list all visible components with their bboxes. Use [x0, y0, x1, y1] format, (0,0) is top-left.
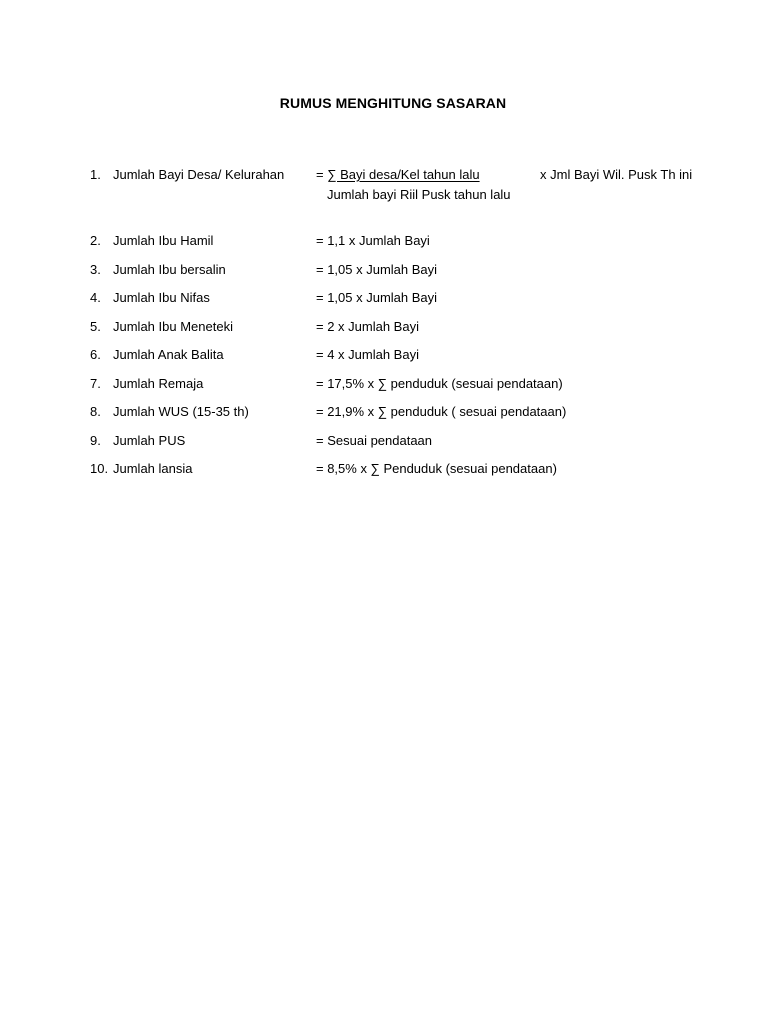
item-label: Jumlah lansia [113, 461, 193, 476]
item-label: Jumlah Ibu Hamil [113, 233, 214, 248]
item-formula: = 1,05 x Jumlah Bayi [316, 290, 438, 305]
item-formula: = 8,5% x ∑ Penduduk (sesuai pendataan) [316, 461, 557, 476]
item-number: 7. [90, 376, 101, 391]
item-label: Jumlah Ibu Meneteki [113, 319, 233, 334]
item-number: 10. [90, 461, 109, 476]
item-number: 4. [90, 290, 101, 305]
formula-denominator: Jumlah bayi Riil Pusk tahun lalu [327, 187, 511, 202]
item-label: Jumlah Ibu bersalin [113, 262, 226, 277]
list-item [0, 345, 768, 365]
item-number: 3. [90, 262, 101, 277]
item-formula: = 21,9% x ∑ penduduk ( sesuai pendataan) [316, 404, 567, 419]
formula-numerator: ∑ Bayi desa/Kel tahun lalu [327, 167, 480, 182]
item-number: 1. [90, 167, 101, 182]
list-item-1 [0, 165, 768, 185]
list-item [0, 231, 768, 251]
item-number: 2. [90, 233, 101, 248]
item-number: 8. [90, 404, 101, 419]
item-number: 6. [90, 347, 101, 362]
item-label: Jumlah PUS [113, 433, 186, 448]
item-number: 5. [90, 319, 101, 334]
list-item [0, 260, 768, 280]
item-formula: = 4 x Jumlah Bayi [316, 347, 419, 362]
item-formula: = 1,05 x Jumlah Bayi [316, 262, 438, 277]
item-label: Jumlah Bayi Desa/ Kelurahan [113, 167, 285, 182]
list-item [0, 374, 768, 394]
item-formula: = 2 x Jumlah Bayi [316, 319, 419, 334]
formula-equals: = [316, 167, 328, 182]
list-item [0, 431, 768, 451]
formula-multiplier: x Jml Bayi Wil. Pusk Th ini [540, 167, 693, 182]
item-label: Jumlah Anak Balita [113, 347, 224, 362]
item-label: Jumlah Ibu Nifas [113, 290, 210, 305]
list-item [0, 402, 768, 422]
item-formula: = 17,5% x ∑ penduduk (sesuai pendataan) [316, 376, 563, 391]
list-item [0, 288, 768, 308]
item-number: 9. [90, 433, 101, 448]
list-item [0, 317, 768, 337]
page-title: RUMUS MENGHITUNG SASARAN [279, 95, 507, 111]
item-label: Jumlah Remaja [113, 376, 204, 391]
list-item-1-denominator-row [0, 185, 768, 205]
item-formula: = 1,1 x Jumlah Bayi [316, 233, 430, 248]
list-item [0, 459, 768, 479]
item-formula: = Sesuai pendataan [316, 433, 433, 448]
item-formula [316, 165, 480, 185]
item-label: Jumlah WUS (15-35 th) [113, 404, 249, 419]
